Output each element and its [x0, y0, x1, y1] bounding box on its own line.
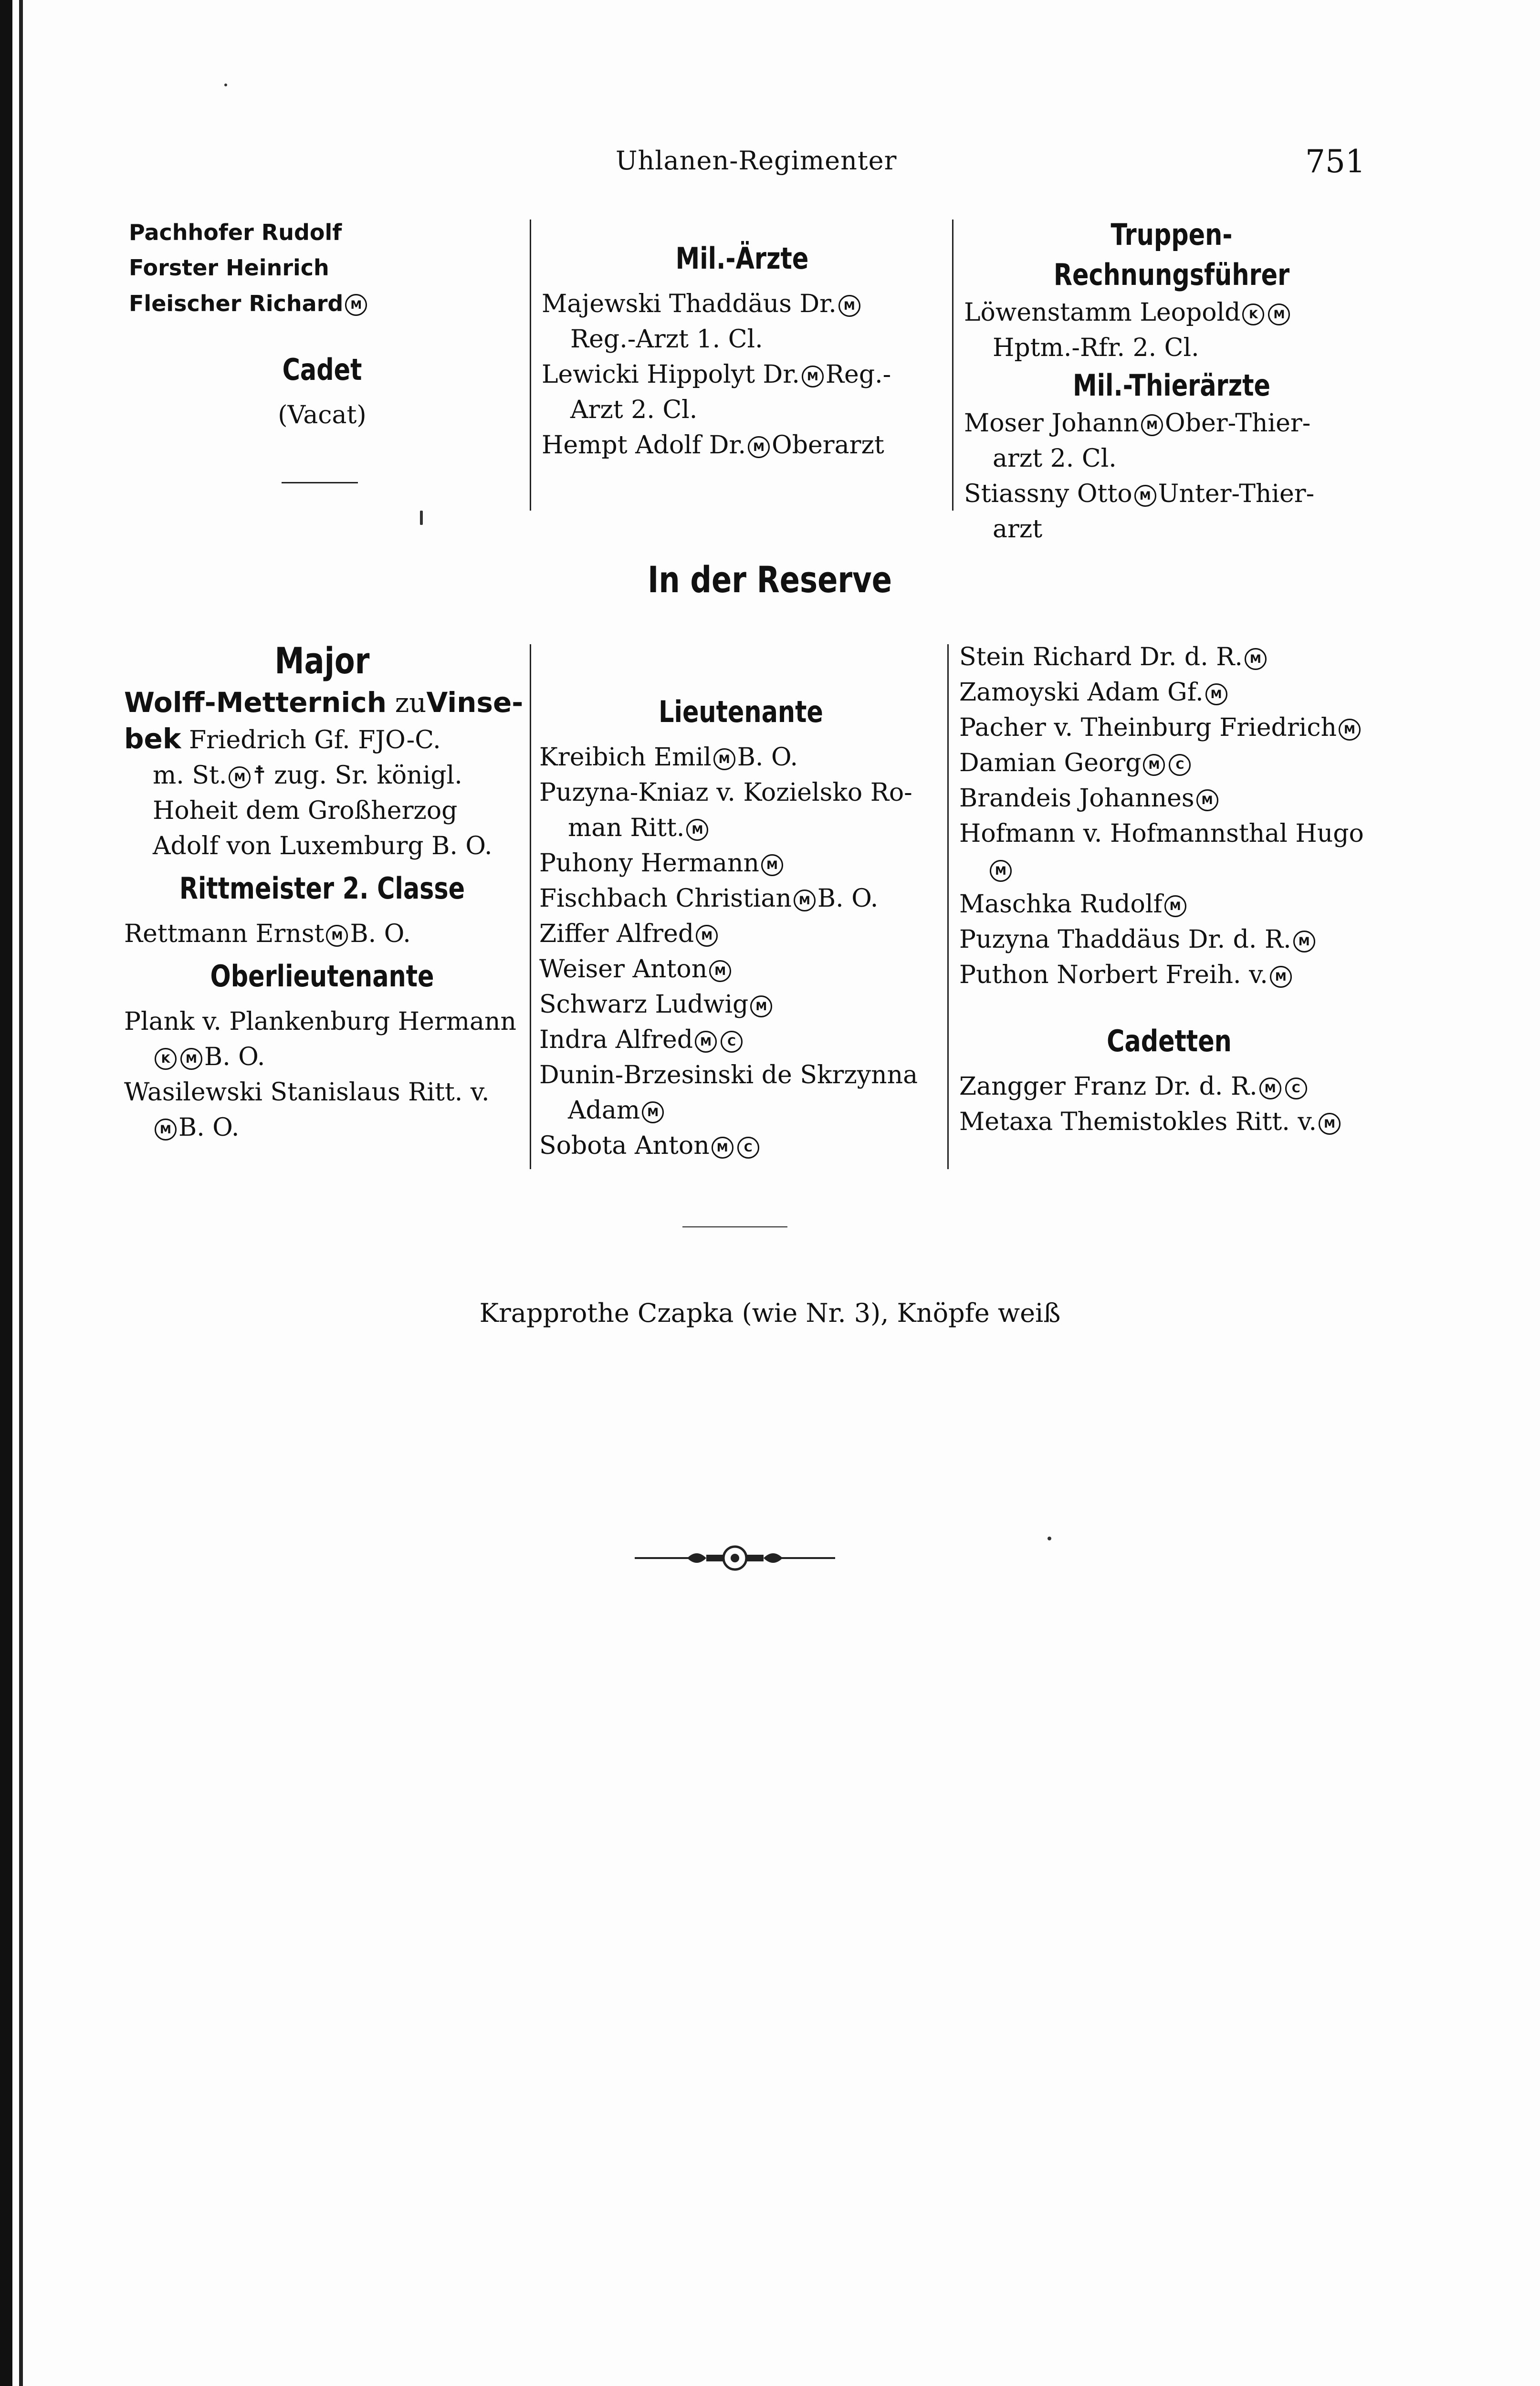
entry: Löwenstamm Leopold: [964, 298, 1241, 327]
medal-m-icon: M: [229, 766, 251, 788]
reserve-left-column: [124, 637, 524, 1145]
entry: Indra Alfred: [539, 1026, 693, 1054]
entry: Lewicki Hippolyt Dr.: [542, 360, 800, 389]
entry-cont: B. O.: [350, 920, 411, 948]
reserve-right-column: [959, 639, 1379, 1140]
entry: Damian Georg: [959, 749, 1142, 777]
medal-c-icon: C: [1285, 1078, 1307, 1099]
entry: Moser Johann: [964, 409, 1140, 438]
entry: Stiassny Otto: [964, 480, 1132, 508]
entry: Hempt Adolf Dr.: [542, 431, 746, 460]
running-title: Uhlanen-Regimenter: [616, 146, 897, 176]
entry: Pacher v. Theinburg Friedrich: [959, 713, 1337, 742]
entry-cont: arzt: [993, 515, 1043, 544]
medal-m-icon: M: [761, 854, 783, 876]
section-heading: Mil.-Ärzte: [675, 241, 809, 276]
entry-cont: Hptm.-Rfr. 2. Cl.: [993, 334, 1199, 362]
entry-cont: Friedrich Gf. FJO-C.: [189, 726, 441, 754]
section-heading: Oberlieutenante: [210, 959, 434, 994]
entry: Dunin-Brzesinski de Skrzynna: [539, 1061, 918, 1089]
cadet-value: (Vacat): [278, 401, 367, 429]
entry: Sobota Anton: [539, 1131, 710, 1160]
entry: Puthon Norbert Freih. v.: [959, 961, 1268, 989]
medal-m-icon: M: [838, 295, 860, 317]
print-speck: [224, 84, 227, 86]
entry-cont: B. O.: [178, 1113, 240, 1142]
medal-m-icon: M: [695, 1031, 717, 1053]
section-heading: Major: [274, 639, 370, 682]
entry: Metaxa Themistokles Ritt. v.: [959, 1108, 1317, 1136]
divider: [282, 482, 358, 483]
medal-m-icon: M: [345, 294, 367, 316]
medal-m-icon: M: [1164, 895, 1186, 917]
entry-cont: B. O.: [737, 743, 798, 772]
uniform-note: Krapprothe Czapka (wie Nr. 3), Knöpfe weiß: [479, 1298, 1061, 1328]
medal-m-icon: M: [1293, 931, 1315, 952]
entry-cont: B. O.: [817, 884, 879, 913]
print-speck: [1048, 1537, 1051, 1540]
medal-m-icon: M: [1268, 303, 1290, 325]
reserve-title: In der Reserve: [648, 558, 892, 601]
medal-m-icon: M: [1196, 789, 1218, 811]
entry: Fleischer Richard: [129, 291, 344, 316]
medal-c-icon: C: [1169, 754, 1191, 776]
column-rule: [947, 644, 949, 1169]
entry: Zangger Franz Dr. d. R.: [959, 1072, 1257, 1101]
entry: Brandeis Johannes: [959, 784, 1194, 813]
section-heading: Cadetten: [1107, 1024, 1232, 1058]
reserve-title-wrap: [0, 558, 1540, 601]
medal-m-icon: M: [1134, 485, 1156, 507]
entry-cont: Ober-Thier-: [1165, 409, 1311, 438]
column-rule: [952, 220, 953, 511]
section-heading: Rittmeister 2. Classe: [179, 871, 465, 906]
cross-icon: ☨: [252, 761, 266, 790]
entry: Ziffer Alfred: [539, 920, 694, 948]
entry: Rettmann Ernst: [124, 920, 325, 948]
medal-m-icon: M: [794, 890, 816, 911]
entry: Hofmann v. Hofmannsthal Hugo: [959, 819, 1364, 848]
divider: [682, 1226, 787, 1227]
entry-cont: arzt 2. Cl.: [993, 444, 1117, 473]
page-header: [0, 143, 1540, 188]
entry-cont: Arzt 2. Cl.: [570, 396, 698, 424]
section-heading: Cadet: [282, 352, 362, 387]
medal-m-icon: M: [748, 436, 770, 458]
entry-cont: Adam: [568, 1096, 640, 1125]
entry: Pachhofer Rudolf: [129, 220, 342, 245]
ornament-icon: [635, 1541, 835, 1575]
entry: Stein Richard Dr. d. R.: [959, 643, 1243, 671]
entry-cont: Reg.-: [825, 360, 891, 389]
top-middle-column: [542, 234, 943, 463]
medal-m-icon: M: [709, 960, 731, 982]
entry: Puzyna Thaddäus Dr. d. R.: [959, 925, 1291, 954]
medal-m-icon: M: [326, 925, 348, 947]
entry-cont: m. St.: [153, 761, 227, 790]
entry: Fischbach Christian: [539, 884, 792, 913]
medal-m-icon: M: [1259, 1078, 1281, 1099]
medal-m-icon: M: [713, 748, 735, 770]
medal-c-icon: C: [721, 1031, 743, 1053]
medal-m-icon: M: [1141, 414, 1163, 436]
entry: Zamoyski Adam Gf.: [959, 678, 1204, 707]
medal-k-icon: K: [1242, 303, 1264, 325]
page-number: 751: [1305, 143, 1365, 180]
medal-m-icon: M: [750, 995, 772, 1017]
medal-m-icon: M: [180, 1048, 202, 1070]
column-rule: [530, 644, 531, 1169]
page-edge-shadow: [0, 0, 12, 2386]
medal-m-icon: M: [1245, 648, 1267, 670]
entry: Plank v. Plankenburg Hermann: [124, 1007, 517, 1036]
reserve-middle-column: [539, 687, 943, 1163]
column-rule: [530, 220, 531, 511]
entry-cont: B. O.: [204, 1043, 265, 1071]
medal-m-icon: M: [642, 1101, 664, 1123]
top-right-column: [964, 215, 1379, 547]
entry: Wasilewski Stanislaus Ritt. v.: [124, 1078, 490, 1107]
medal-m-icon: M: [696, 925, 718, 947]
medal-m-icon: M: [1319, 1113, 1341, 1135]
entry: bek: [124, 722, 181, 755]
entry: Maschka Rudolf: [959, 890, 1163, 919]
entry: Puhony Hermann: [539, 849, 759, 878]
entry: Wolff-Metternich: [124, 686, 387, 719]
entry: Kreibich Emil: [539, 743, 712, 772]
medal-k-icon: K: [155, 1048, 177, 1070]
entry-cont: zug. Sr. königl.: [274, 761, 462, 790]
entry: Weiser Anton: [539, 955, 708, 984]
medal-m-icon: M: [686, 819, 708, 841]
entry: Majewski Thaddäus Dr.: [542, 290, 837, 318]
medal-m-icon: M: [802, 366, 824, 387]
entry-cont: man Ritt.: [568, 814, 685, 842]
section-heading: Lieutenante: [659, 694, 823, 729]
section-heading: Mil.-Thierärzte: [1073, 368, 1270, 403]
entry-cont: Oberarzt: [772, 431, 884, 460]
medal-c-icon: C: [737, 1137, 759, 1159]
entry-cont: Adolf von Luxemburg B. O.: [153, 832, 492, 860]
medal-m-icon: M: [1143, 754, 1165, 776]
top-left-column: [129, 215, 515, 433]
entry: Puzyna-Kniaz v. Kozielsko Ro-: [539, 778, 912, 807]
print-speck: [420, 511, 423, 525]
entry-cont: Hoheit dem Großherzog: [153, 796, 458, 825]
entry-cont: Unter-Thier-: [1158, 480, 1315, 508]
entry: Forster Heinrich: [129, 255, 329, 281]
medal-m-icon: M: [990, 860, 1012, 882]
medal-m-icon: M: [1205, 683, 1227, 705]
entry: Vinse-: [426, 686, 524, 719]
entry-word: zu: [395, 688, 427, 719]
page-edge-shadow: [19, 0, 23, 2386]
medal-m-icon: M: [712, 1137, 733, 1159]
section-heading: Truppen-Rechnungsführer: [1053, 217, 1290, 292]
entry-cont: Reg.-Arzt 1. Cl.: [570, 325, 763, 354]
medal-m-icon: M: [1339, 719, 1361, 741]
medal-m-icon: M: [1270, 966, 1292, 988]
medal-m-icon: M: [155, 1119, 177, 1141]
entry: Schwarz Ludwig: [539, 990, 749, 1019]
